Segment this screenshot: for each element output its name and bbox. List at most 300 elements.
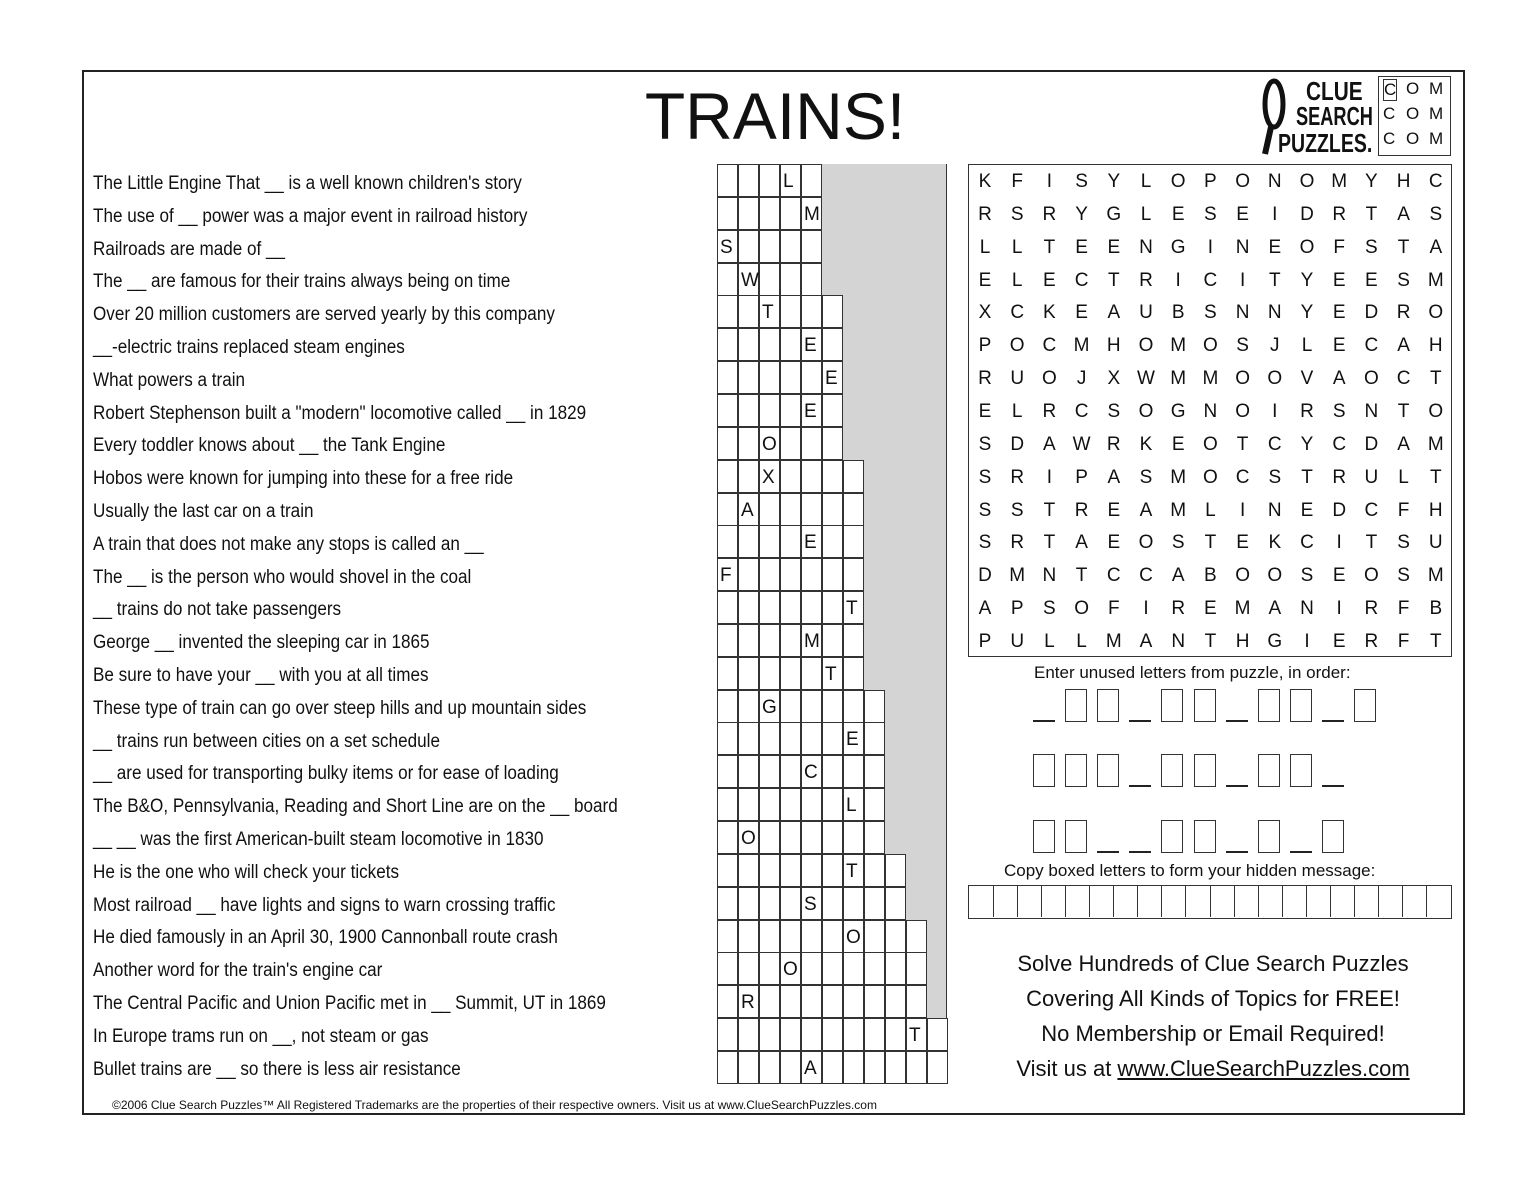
word-search-letter[interactable]: R: [1300, 400, 1314, 422]
answer-cell[interactable]: [801, 887, 822, 920]
word-search-letter[interactable]: T: [1204, 532, 1217, 554]
answer-cell[interactable]: [843, 887, 864, 920]
word-search-letter[interactable]: P: [978, 335, 992, 357]
word-search-letter[interactable]: I: [1239, 269, 1246, 291]
word-search-letter[interactable]: U: [1010, 368, 1025, 390]
answer-cell[interactable]: [822, 755, 843, 788]
unused-letter-box[interactable]: [1354, 689, 1376, 722]
answer-cell[interactable]: [822, 920, 843, 953]
word-search-letter[interactable]: N: [1300, 598, 1314, 620]
answer-cell[interactable]: [717, 361, 738, 394]
answer-cell[interactable]: [864, 722, 885, 755]
answer-cell[interactable]: [801, 788, 822, 821]
answer-cell[interactable]: [717, 1018, 738, 1051]
unused-letter-blank[interactable]: [1129, 785, 1151, 787]
word-search-letter[interactable]: L: [1011, 269, 1023, 291]
word-search-letter[interactable]: Y: [1300, 269, 1314, 291]
word-search-letter[interactable]: C: [1106, 565, 1121, 587]
answer-cell[interactable]: [864, 985, 885, 1018]
word-search-letter[interactable]: R: [1106, 433, 1121, 455]
word-search-letter[interactable]: A: [1139, 630, 1153, 652]
word-search-letter[interactable]: T: [1043, 532, 1056, 554]
answer-cell[interactable]: [822, 657, 843, 690]
answer-cell[interactable]: [822, 952, 843, 985]
word-search-letter[interactable]: O: [1042, 368, 1057, 390]
answer-cell[interactable]: [738, 821, 759, 854]
word-search-letter[interactable]: C: [1074, 269, 1089, 291]
word-search-letter[interactable]: V: [1300, 368, 1314, 390]
answer-cell[interactable]: [885, 985, 906, 1018]
word-search-letter[interactable]: E: [1075, 302, 1088, 324]
answer-cell[interactable]: [780, 887, 801, 920]
word-search-letter[interactable]: D: [978, 565, 992, 587]
answer-cell[interactable]: [801, 295, 822, 328]
word-search-letter[interactable]: R: [1396, 302, 1411, 324]
answer-cell[interactable]: [843, 1051, 864, 1084]
answer-cell[interactable]: [717, 755, 738, 788]
word-search-letter[interactable]: S: [1204, 302, 1217, 324]
answer-cell[interactable]: [801, 722, 822, 755]
word-search-letter[interactable]: S: [1300, 565, 1314, 587]
answer-cell[interactable]: [843, 624, 864, 657]
answer-cell[interactable]: [885, 1051, 906, 1084]
word-search-letter[interactable]: O: [1170, 171, 1186, 192]
answer-cell[interactable]: [801, 854, 822, 887]
word-search-letter[interactable]: M: [1170, 499, 1187, 521]
answer-cell[interactable]: [780, 722, 801, 755]
word-search-letter[interactable]: F: [1397, 598, 1410, 620]
unused-letter-blank[interactable]: [1129, 720, 1151, 722]
word-search-letter[interactable]: M: [1427, 565, 1444, 587]
answer-cell[interactable]: [801, 263, 822, 296]
word-search-letter[interactable]: C: [1364, 335, 1379, 357]
word-search-letter[interactable]: I: [1143, 598, 1149, 620]
answer-cell[interactable]: [801, 328, 822, 361]
answer-cell[interactable]: [927, 1018, 948, 1051]
answer-cell[interactable]: [780, 361, 801, 394]
answer-cell[interactable]: [780, 558, 801, 591]
word-search-letter[interactable]: S: [1107, 400, 1121, 422]
word-search-letter[interactable]: H: [1106, 335, 1121, 357]
word-search-letter[interactable]: F: [1397, 499, 1410, 521]
word-search-letter[interactable]: C: [1042, 335, 1057, 357]
word-search-letter[interactable]: U: [1010, 630, 1025, 652]
answer-cell[interactable]: [822, 854, 843, 887]
answer-cell[interactable]: [738, 230, 759, 263]
answer-cell[interactable]: [885, 1018, 906, 1051]
answer-cell[interactable]: [801, 525, 822, 558]
word-search-letter[interactable]: Y: [1300, 433, 1314, 455]
unused-letter-box[interactable]: [1258, 820, 1280, 853]
answer-cell[interactable]: [738, 755, 759, 788]
unused-letter-blank[interactable]: [1033, 720, 1055, 722]
answer-cell[interactable]: [759, 394, 780, 427]
word-search-letter[interactable]: C: [1364, 499, 1379, 521]
word-search-letter[interactable]: E: [1365, 269, 1378, 291]
answer-cell[interactable]: [738, 525, 759, 558]
answer-cell[interactable]: [801, 591, 822, 624]
word-search-letter[interactable]: T: [1365, 203, 1378, 225]
word-search-letter[interactable]: D: [1332, 499, 1347, 521]
answer-cell[interactable]: [780, 493, 801, 526]
answer-cell[interactable]: [759, 328, 780, 361]
word-search-letter[interactable]: R: [1139, 269, 1153, 291]
answer-cell[interactable]: [864, 1018, 885, 1051]
answer-cell[interactable]: [780, 394, 801, 427]
word-search-letter[interactable]: C: [1203, 269, 1218, 291]
word-search-letter[interactable]: L: [1398, 466, 1409, 488]
answer-cell[interactable]: [780, 854, 801, 887]
answer-cell[interactable]: [843, 722, 864, 755]
answer-cell[interactable]: [822, 1051, 843, 1084]
answer-cell[interactable]: [801, 821, 822, 854]
word-search-letter[interactable]: A: [1429, 236, 1443, 258]
answer-cell[interactable]: [738, 591, 759, 624]
word-search-letter[interactable]: A: [1107, 302, 1121, 324]
word-search-letter[interactable]: S: [978, 499, 992, 521]
word-search-letter[interactable]: O: [1235, 400, 1250, 422]
word-search-letter[interactable]: Y: [1107, 171, 1121, 192]
word-search-letter[interactable]: O: [1074, 598, 1089, 620]
answer-cell[interactable]: [780, 295, 801, 328]
word-search-letter[interactable]: U: [1364, 466, 1379, 488]
unused-letter-blank[interactable]: [1129, 851, 1151, 853]
word-search-letter[interactable]: A: [1397, 203, 1410, 225]
word-search-letter[interactable]: T: [1429, 630, 1442, 652]
word-search-letter[interactable]: T: [1268, 269, 1281, 291]
answer-cell[interactable]: [843, 985, 864, 1018]
word-search-letter[interactable]: S: [1010, 499, 1024, 521]
unused-letter-blank[interactable]: [1226, 851, 1248, 853]
word-search-letter[interactable]: B: [1429, 598, 1443, 620]
answer-cell[interactable]: [864, 1051, 885, 1084]
answer-cell[interactable]: [717, 920, 738, 953]
word-search-letter[interactable]: I: [1046, 466, 1053, 488]
answer-cell[interactable]: [864, 755, 885, 788]
word-search-letter[interactable]: T: [1043, 236, 1056, 258]
website-link[interactable]: www.ClueSearchPuzzles.com: [1117, 1056, 1410, 1081]
answer-cell[interactable]: [822, 690, 843, 723]
word-search-letter[interactable]: C: [1396, 368, 1411, 390]
word-search-letter[interactable]: D: [1364, 302, 1379, 324]
answer-cell[interactable]: [759, 1018, 780, 1051]
word-search-letter[interactable]: K: [1268, 532, 1282, 554]
word-search-letter[interactable]: E: [1300, 499, 1314, 521]
answer-cell[interactable]: [801, 230, 822, 263]
word-search-letter[interactable]: Y: [1365, 171, 1378, 192]
answer-cell[interactable]: [738, 394, 759, 427]
word-search-letter[interactable]: E: [1043, 269, 1056, 291]
answer-cell[interactable]: [738, 558, 759, 591]
word-search-letter[interactable]: H: [1428, 499, 1443, 521]
word-search-letter[interactable]: E: [978, 269, 992, 291]
word-search-letter[interactable]: U: [1139, 302, 1153, 324]
answer-cell[interactable]: [759, 493, 780, 526]
unused-letter-box[interactable]: [1161, 820, 1183, 853]
word-search-letter[interactable]: A: [1171, 565, 1185, 587]
answer-cell[interactable]: [717, 525, 738, 558]
answer-cell[interactable]: [780, 690, 801, 723]
word-search-letter[interactable]: L: [1076, 630, 1087, 652]
answer-cell[interactable]: [717, 722, 738, 755]
answer-cell[interactable]: [801, 952, 822, 985]
word-search-letter[interactable]: E: [1332, 269, 1346, 291]
answer-cell[interactable]: [780, 821, 801, 854]
unused-letter-blank[interactable]: [1226, 720, 1248, 722]
answer-cell[interactable]: [843, 657, 864, 690]
word-search-letter[interactable]: F: [1397, 630, 1410, 652]
word-search-letter[interactable]: R: [1332, 466, 1347, 488]
word-search-letter[interactable]: O: [1138, 335, 1154, 357]
answer-cell[interactable]: [843, 821, 864, 854]
word-search-letter[interactable]: R: [1171, 598, 1186, 620]
word-search-letter[interactable]: O: [1299, 171, 1315, 192]
word-search-letter[interactable]: O: [1364, 368, 1379, 390]
word-search-letter[interactable]: I: [1336, 598, 1342, 620]
word-search-letter[interactable]: N: [1267, 302, 1282, 324]
answer-cell[interactable]: [738, 952, 759, 985]
answer-cell[interactable]: [780, 197, 801, 230]
word-search-letter[interactable]: T: [1397, 400, 1410, 422]
answer-cell[interactable]: [822, 558, 843, 591]
word-search-letter[interactable]: G: [1267, 630, 1283, 652]
word-search-letter[interactable]: O: [1428, 400, 1444, 422]
answer-cell[interactable]: [843, 493, 864, 526]
word-search-letter[interactable]: L: [1140, 171, 1152, 192]
word-search-letter[interactable]: P: [1204, 171, 1217, 192]
answer-cell[interactable]: [738, 887, 759, 920]
answer-cell[interactable]: [843, 854, 864, 887]
word-search-letter[interactable]: E: [1236, 203, 1249, 225]
word-search-letter[interactable]: Y: [1300, 302, 1314, 324]
word-search-letter[interactable]: T: [1301, 466, 1313, 488]
word-search-letter[interactable]: A: [1268, 598, 1282, 620]
word-search-letter[interactable]: R: [1010, 532, 1025, 554]
answer-cell[interactable]: [822, 427, 843, 460]
answer-cell[interactable]: [801, 1051, 822, 1084]
word-search-letter[interactable]: B: [1171, 302, 1185, 324]
word-search-letter[interactable]: C: [1300, 532, 1314, 554]
answer-cell[interactable]: [717, 788, 738, 821]
word-search-letter[interactable]: R: [1010, 466, 1025, 488]
word-search-letter[interactable]: C: [1139, 565, 1153, 587]
answer-cell[interactable]: [759, 164, 780, 197]
word-search-letter[interactable]: L: [1011, 236, 1023, 258]
unused-letter-box[interactable]: [1290, 689, 1312, 722]
answer-cell[interactable]: [864, 821, 885, 854]
word-search-letter[interactable]: E: [1268, 236, 1282, 258]
answer-cell[interactable]: [717, 230, 738, 263]
answer-cell[interactable]: [822, 788, 843, 821]
word-search-letter[interactable]: T: [1043, 499, 1056, 521]
answer-cell[interactable]: [738, 427, 759, 460]
clue-search-logo[interactable]: [1258, 76, 1453, 158]
word-search-letter[interactable]: C: [1010, 302, 1025, 324]
unused-letter-box[interactable]: [1065, 820, 1087, 853]
answer-cell[interactable]: [822, 985, 843, 1018]
word-search-letter[interactable]: E: [978, 400, 992, 422]
answer-cell[interactable]: [822, 722, 843, 755]
word-search-letter[interactable]: E: [1204, 598, 1217, 620]
answer-cell[interactable]: [780, 263, 801, 296]
word-search-letter[interactable]: N: [1235, 236, 1250, 258]
word-search-letter[interactable]: S: [1429, 203, 1443, 225]
word-search-letter[interactable]: L: [1140, 203, 1152, 225]
answer-cell[interactable]: [801, 657, 822, 690]
answer-cell[interactable]: [759, 230, 780, 263]
answer-cell[interactable]: [801, 493, 822, 526]
answer-cell[interactable]: [759, 854, 780, 887]
answer-cell[interactable]: [717, 985, 738, 1018]
word-search-letter[interactable]: M: [1009, 565, 1026, 587]
answer-cell[interactable]: [780, 460, 801, 493]
word-search-letter[interactable]: M: [1427, 433, 1444, 455]
word-search-letter[interactable]: S: [1171, 532, 1185, 554]
answer-cell[interactable]: [885, 952, 906, 985]
answer-cell[interactable]: [801, 1018, 822, 1051]
answer-cell[interactable]: [843, 1018, 864, 1051]
word-search-letter[interactable]: A: [1075, 532, 1088, 554]
answer-cell[interactable]: [738, 295, 759, 328]
answer-cell[interactable]: [738, 164, 759, 197]
answer-cell[interactable]: [801, 361, 822, 394]
answer-cell[interactable]: [780, 525, 801, 558]
answer-cell[interactable]: [717, 1051, 738, 1084]
word-search-letter[interactable]: S: [1397, 269, 1410, 291]
answer-cell[interactable]: [801, 394, 822, 427]
word-search-letter[interactable]: T: [1107, 269, 1120, 291]
answer-cell[interactable]: [822, 525, 843, 558]
answer-cell[interactable]: [738, 1051, 759, 1084]
answer-cell[interactable]: [780, 755, 801, 788]
answer-cell[interactable]: [822, 493, 843, 526]
word-search-letter[interactable]: X: [1107, 368, 1121, 390]
word-search-letter[interactable]: L: [1044, 630, 1055, 652]
word-search-letter[interactable]: U: [1428, 532, 1443, 554]
word-search-letter[interactable]: P: [1075, 466, 1088, 488]
answer-cell[interactable]: [822, 394, 843, 427]
answer-cell[interactable]: [864, 887, 885, 920]
answer-cell[interactable]: [738, 722, 759, 755]
word-search-letter[interactable]: A: [1139, 499, 1153, 521]
word-search-letter[interactable]: S: [1236, 335, 1249, 357]
word-search-letter[interactable]: G: [1170, 400, 1186, 422]
answer-cell[interactable]: [801, 460, 822, 493]
answer-cell[interactable]: [780, 657, 801, 690]
word-search-letter[interactable]: E: [1332, 302, 1346, 324]
word-search-letter[interactable]: O: [1009, 335, 1025, 357]
word-search-letter[interactable]: M: [1202, 368, 1219, 390]
answer-cell[interactable]: [717, 328, 738, 361]
unused-letter-box[interactable]: [1290, 754, 1312, 787]
answer-cell[interactable]: [759, 263, 780, 296]
answer-cell[interactable]: [738, 197, 759, 230]
word-search-letter[interactable]: W: [1137, 368, 1155, 390]
answer-cell[interactable]: [801, 755, 822, 788]
hidden-message-boxes[interactable]: [968, 885, 1452, 919]
unused-letter-box[interactable]: [1258, 754, 1280, 787]
word-search-letter[interactable]: G: [1170, 236, 1186, 258]
answer-cell[interactable]: [885, 887, 906, 920]
answer-cell[interactable]: [738, 920, 759, 953]
answer-cell[interactable]: [717, 887, 738, 920]
word-search-letter[interactable]: R: [1332, 203, 1347, 225]
word-search-letter[interactable]: F: [1333, 236, 1345, 258]
answer-cell[interactable]: [759, 624, 780, 657]
word-search-letter[interactable]: S: [1204, 203, 1217, 225]
unused-letter-box[interactable]: [1097, 689, 1119, 722]
unused-letter-blank[interactable]: [1290, 851, 1312, 853]
answer-cell[interactable]: [759, 788, 780, 821]
word-search-letter[interactable]: R: [1074, 499, 1089, 521]
unused-letter-box[interactable]: [1097, 754, 1119, 787]
answer-cell[interactable]: [759, 558, 780, 591]
word-search-letter[interactable]: C: [1332, 433, 1347, 455]
answer-cell[interactable]: [843, 460, 864, 493]
word-search-letter[interactable]: T: [1075, 565, 1088, 587]
word-search-letter[interactable]: F: [1107, 598, 1120, 620]
answer-cell[interactable]: [717, 197, 738, 230]
word-search-letter[interactable]: N: [1235, 302, 1250, 324]
word-search-letter[interactable]: M: [1427, 269, 1444, 291]
answer-cell[interactable]: [864, 788, 885, 821]
answer-cell[interactable]: [822, 821, 843, 854]
unused-letter-box[interactable]: [1194, 689, 1216, 722]
word-search-letter[interactable]: C: [1267, 433, 1282, 455]
word-search-letter[interactable]: T: [1236, 433, 1249, 455]
word-search-letter[interactable]: N: [1139, 236, 1153, 258]
answer-cell[interactable]: [906, 920, 927, 953]
answer-cell[interactable]: [759, 525, 780, 558]
word-search-letter[interactable]: S: [1268, 466, 1282, 488]
unused-letter-blank[interactable]: [1322, 785, 1344, 787]
word-search-letter[interactable]: O: [1267, 565, 1283, 587]
unused-letter-blank[interactable]: [1097, 851, 1119, 853]
answer-cell[interactable]: [717, 427, 738, 460]
word-search-letter[interactable]: I: [1207, 236, 1214, 258]
word-search-letter[interactable]: J: [1270, 335, 1280, 357]
word-search-letter[interactable]: O: [1267, 368, 1283, 390]
word-search-letter[interactable]: L: [979, 236, 991, 258]
answer-cell[interactable]: [759, 690, 780, 723]
answer-cell[interactable]: [822, 460, 843, 493]
answer-cell[interactable]: [843, 558, 864, 591]
word-search-letter[interactable]: I: [1175, 269, 1181, 291]
word-search-letter[interactable]: S: [978, 532, 992, 554]
answer-cell[interactable]: [906, 1018, 927, 1051]
word-search-letter[interactable]: N: [1364, 400, 1379, 422]
word-search-letter[interactable]: C: [1428, 171, 1443, 192]
answer-cell[interactable]: [780, 788, 801, 821]
word-search-letter[interactable]: D: [1364, 433, 1379, 455]
answer-cell[interactable]: [780, 952, 801, 985]
word-search-letter[interactable]: R: [1364, 630, 1379, 652]
word-search-letter[interactable]: L: [1301, 335, 1313, 357]
word-search-letter[interactable]: C: [1235, 466, 1250, 488]
word-search-letter[interactable]: A: [1332, 368, 1346, 390]
word-search-letter[interactable]: S: [978, 433, 992, 455]
word-search-letter[interactable]: N: [1267, 171, 1282, 192]
answer-cell[interactable]: [717, 263, 738, 296]
word-search-letter[interactable]: K: [1043, 302, 1056, 324]
word-search-letter[interactable]: M: [1170, 335, 1187, 357]
word-search-letter[interactable]: M: [1170, 368, 1187, 390]
word-search-letter[interactable]: R: [978, 203, 992, 225]
word-search-letter[interactable]: A: [1397, 433, 1410, 455]
word-search-letter[interactable]: S: [1365, 236, 1378, 258]
answer-cell[interactable]: [843, 591, 864, 624]
answer-cell[interactable]: [843, 690, 864, 723]
